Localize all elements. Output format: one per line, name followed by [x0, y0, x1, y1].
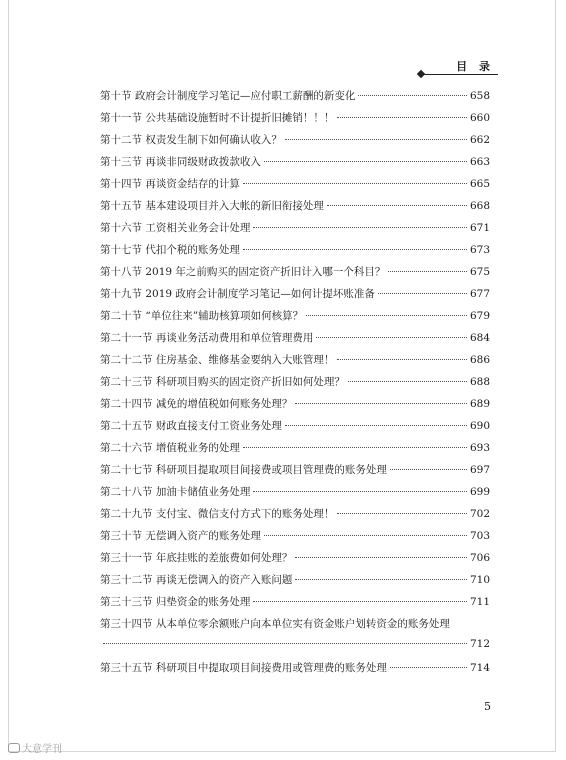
toc-entry — [100, 594, 490, 616]
toc-entry-title: 第二十四节 减免的增值税如何账务处理？ — [100, 398, 293, 410]
toc-entry-page: 714 — [469, 662, 490, 674]
toc-entry-title: 第三十二节 再谈无偿调入的资产入账问题 — [100, 574, 293, 586]
toc-entry-page: 671 — [469, 222, 490, 234]
toc-header — [418, 58, 498, 78]
toc-entry-page: 710 — [469, 574, 490, 586]
toc-dot-leader — [253, 601, 467, 602]
toc-entry-title: 第三十一节 年底挂账的差旅费如何处理？ — [100, 552, 293, 564]
toc-dot-leader — [388, 271, 467, 272]
toc-entry-title: 第十二节 权责发生制下如何确认收入？ — [100, 134, 282, 146]
toc-entry — [100, 506, 490, 528]
toc-entry-page: 693 — [469, 442, 490, 454]
toc-dot-leader — [327, 205, 467, 206]
toc-entry-title: 第十八节 2019 年之前购买的固定资产折旧计入哪一个科目？ — [100, 266, 386, 278]
toc-entry-title: 第十七节 代扣个税的账务处理 — [100, 244, 240, 256]
toc-entry-page: 668 — [469, 200, 490, 212]
toc-entry-page: 712 — [469, 638, 490, 650]
toc-dot-leader — [295, 579, 467, 580]
toc-dot-leader — [243, 447, 467, 448]
toc-entry — [100, 440, 490, 462]
toc-entry-page: 665 — [469, 178, 490, 190]
toc-dot-leader — [243, 249, 467, 250]
toc-entry-title: 第二十二节 住房基金、维修基金要纳入大账管理！ — [100, 354, 335, 366]
watermark — [8, 740, 62, 755]
toc-entry-title: 第二十六节 增值税业务的处理 — [100, 442, 240, 454]
toc-entry — [100, 418, 490, 440]
toc-entry-page: 662 — [469, 134, 490, 146]
toc-entry-page: 677 — [469, 288, 490, 300]
toc-entry-title: 第十六节 工资相关业务会计处理 — [100, 222, 251, 234]
toc-entry-page: 690 — [469, 420, 490, 432]
toc-entry-page: 684 — [469, 332, 490, 344]
toc-entry-title: 第二十一节 再谈业务活动费用和单位管理费用 — [100, 332, 314, 344]
toc-entry-title: 第二十九节 支付宝、微信支付方式下的账务处理！ — [100, 508, 335, 520]
toc-entry-title: 第二十八节 加油卡储值业务处理 — [100, 486, 251, 498]
toc-entry-page: 673 — [469, 244, 490, 256]
toc-entry-page: 679 — [469, 310, 490, 322]
toc-dot-leader — [390, 469, 467, 470]
toc-dot-leader — [348, 381, 467, 382]
toc-dot-leader — [316, 337, 467, 338]
toc-entry — [100, 528, 490, 550]
toc-entry-title: 第十三节 再谈非同级财政拨款收入 — [100, 156, 261, 168]
toc-entry-page: 675 — [469, 266, 490, 278]
toc-dot-leader — [264, 161, 467, 162]
toc-entry — [100, 88, 490, 110]
toc-dot-leader — [295, 403, 467, 404]
toc-entry-title: 第十一节 公共基础设施暂时不计提折旧摊销！！！ — [100, 112, 335, 124]
header-title: 目 录 — [456, 60, 494, 73]
toc-entry-title: 第二十三节 科研项目购买的固定资产折旧如何处理？ — [100, 376, 345, 388]
toc-entry — [100, 352, 490, 374]
toc-dot-leader — [337, 513, 467, 514]
toc-entry-title: 第十四节 再谈资金结存的计算 — [100, 178, 240, 190]
watermark-logo-icon — [8, 743, 20, 753]
watermark-text: 大意学刊 — [22, 744, 62, 755]
toc-entry — [100, 110, 490, 132]
toc-dot-leader — [285, 139, 467, 140]
toc-dot-leader — [358, 95, 467, 96]
toc-entry — [100, 660, 490, 682]
toc-dot-leader — [306, 315, 467, 316]
toc-entry — [100, 638, 490, 660]
toc-entry-title: 第十节 政府会计制度学习笔记—应付职工薪酬的新变化 — [100, 90, 356, 102]
toc-dot-leader — [295, 557, 467, 558]
toc-entry-page: 702 — [469, 508, 490, 520]
table-of-contents — [100, 88, 490, 682]
toc-entry-page: 660 — [469, 112, 490, 124]
toc-dot-leader — [337, 359, 467, 360]
toc-entry — [100, 286, 490, 308]
toc-entry — [100, 396, 490, 418]
toc-entry — [100, 616, 490, 638]
toc-entry — [100, 550, 490, 572]
toc-entry — [100, 462, 490, 484]
toc-entry — [100, 132, 490, 154]
toc-entry-page: 663 — [469, 156, 490, 168]
toc-entry — [100, 308, 490, 330]
toc-entry — [100, 572, 490, 594]
toc-dot-leader — [243, 183, 467, 184]
toc-entry-page: 689 — [469, 398, 490, 410]
toc-dot-leader — [337, 117, 467, 118]
toc-entry-title: 第十九节 2019 政府会计制度学习笔记—如何计提坏账准备 — [100, 288, 375, 300]
toc-entry-title: 第十五节 基本建设项目并入大帐的新旧衔接处理 — [100, 200, 324, 212]
toc-entry-title: 第三十三节 归垫资金的账务处理 — [100, 596, 251, 608]
toc-entry — [100, 484, 490, 506]
toc-entry-page: 699 — [469, 486, 490, 498]
toc-entry — [100, 198, 490, 220]
toc-dot-leader — [253, 491, 467, 492]
toc-entry — [100, 264, 490, 286]
toc-entry-title: 第三十节 无偿调入资产的账务处理 — [100, 530, 261, 542]
toc-dot-leader — [285, 425, 467, 426]
toc-entry-title: 第二十节 “单位往来”辅助核算项如何核算？ — [100, 310, 304, 322]
toc-entry-page: 711 — [469, 596, 490, 608]
toc-entry-page: 686 — [469, 354, 490, 366]
toc-dot-leader — [378, 293, 467, 294]
toc-entry — [100, 374, 490, 396]
header-rule — [418, 74, 498, 75]
toc-entry-page: 703 — [469, 530, 490, 542]
toc-dot-leader — [253, 227, 467, 228]
toc-entry-title: 第二十五节 财政直接支付工资业务处理 — [100, 420, 282, 432]
toc-dot-leader — [103, 643, 467, 644]
toc-entry-page: 658 — [469, 90, 490, 102]
toc-entry-page: 697 — [469, 464, 490, 476]
toc-dot-leader — [264, 535, 467, 536]
page-number: 5 — [484, 700, 491, 713]
toc-entry-title: 第三十五节 科研项目中提取项目间接费用或管理费的账务处理 — [100, 662, 387, 674]
toc-entry-page: 706 — [469, 552, 490, 564]
toc-entry — [100, 242, 490, 264]
toc-entry — [100, 154, 490, 176]
toc-entry — [100, 176, 490, 198]
toc-entry — [100, 330, 490, 352]
toc-dot-leader — [390, 667, 467, 668]
toc-entry-page: 688 — [469, 376, 490, 388]
toc-entry — [100, 220, 490, 242]
toc-entry-title: 第二十七节 科研项目提取项目间接费或项目管理费的账务处理 — [100, 464, 387, 476]
toc-entry-title: 第三十四节 从本单位零余额账户向本单位实有资金账户划转资金的账务处理 — [100, 618, 450, 630]
